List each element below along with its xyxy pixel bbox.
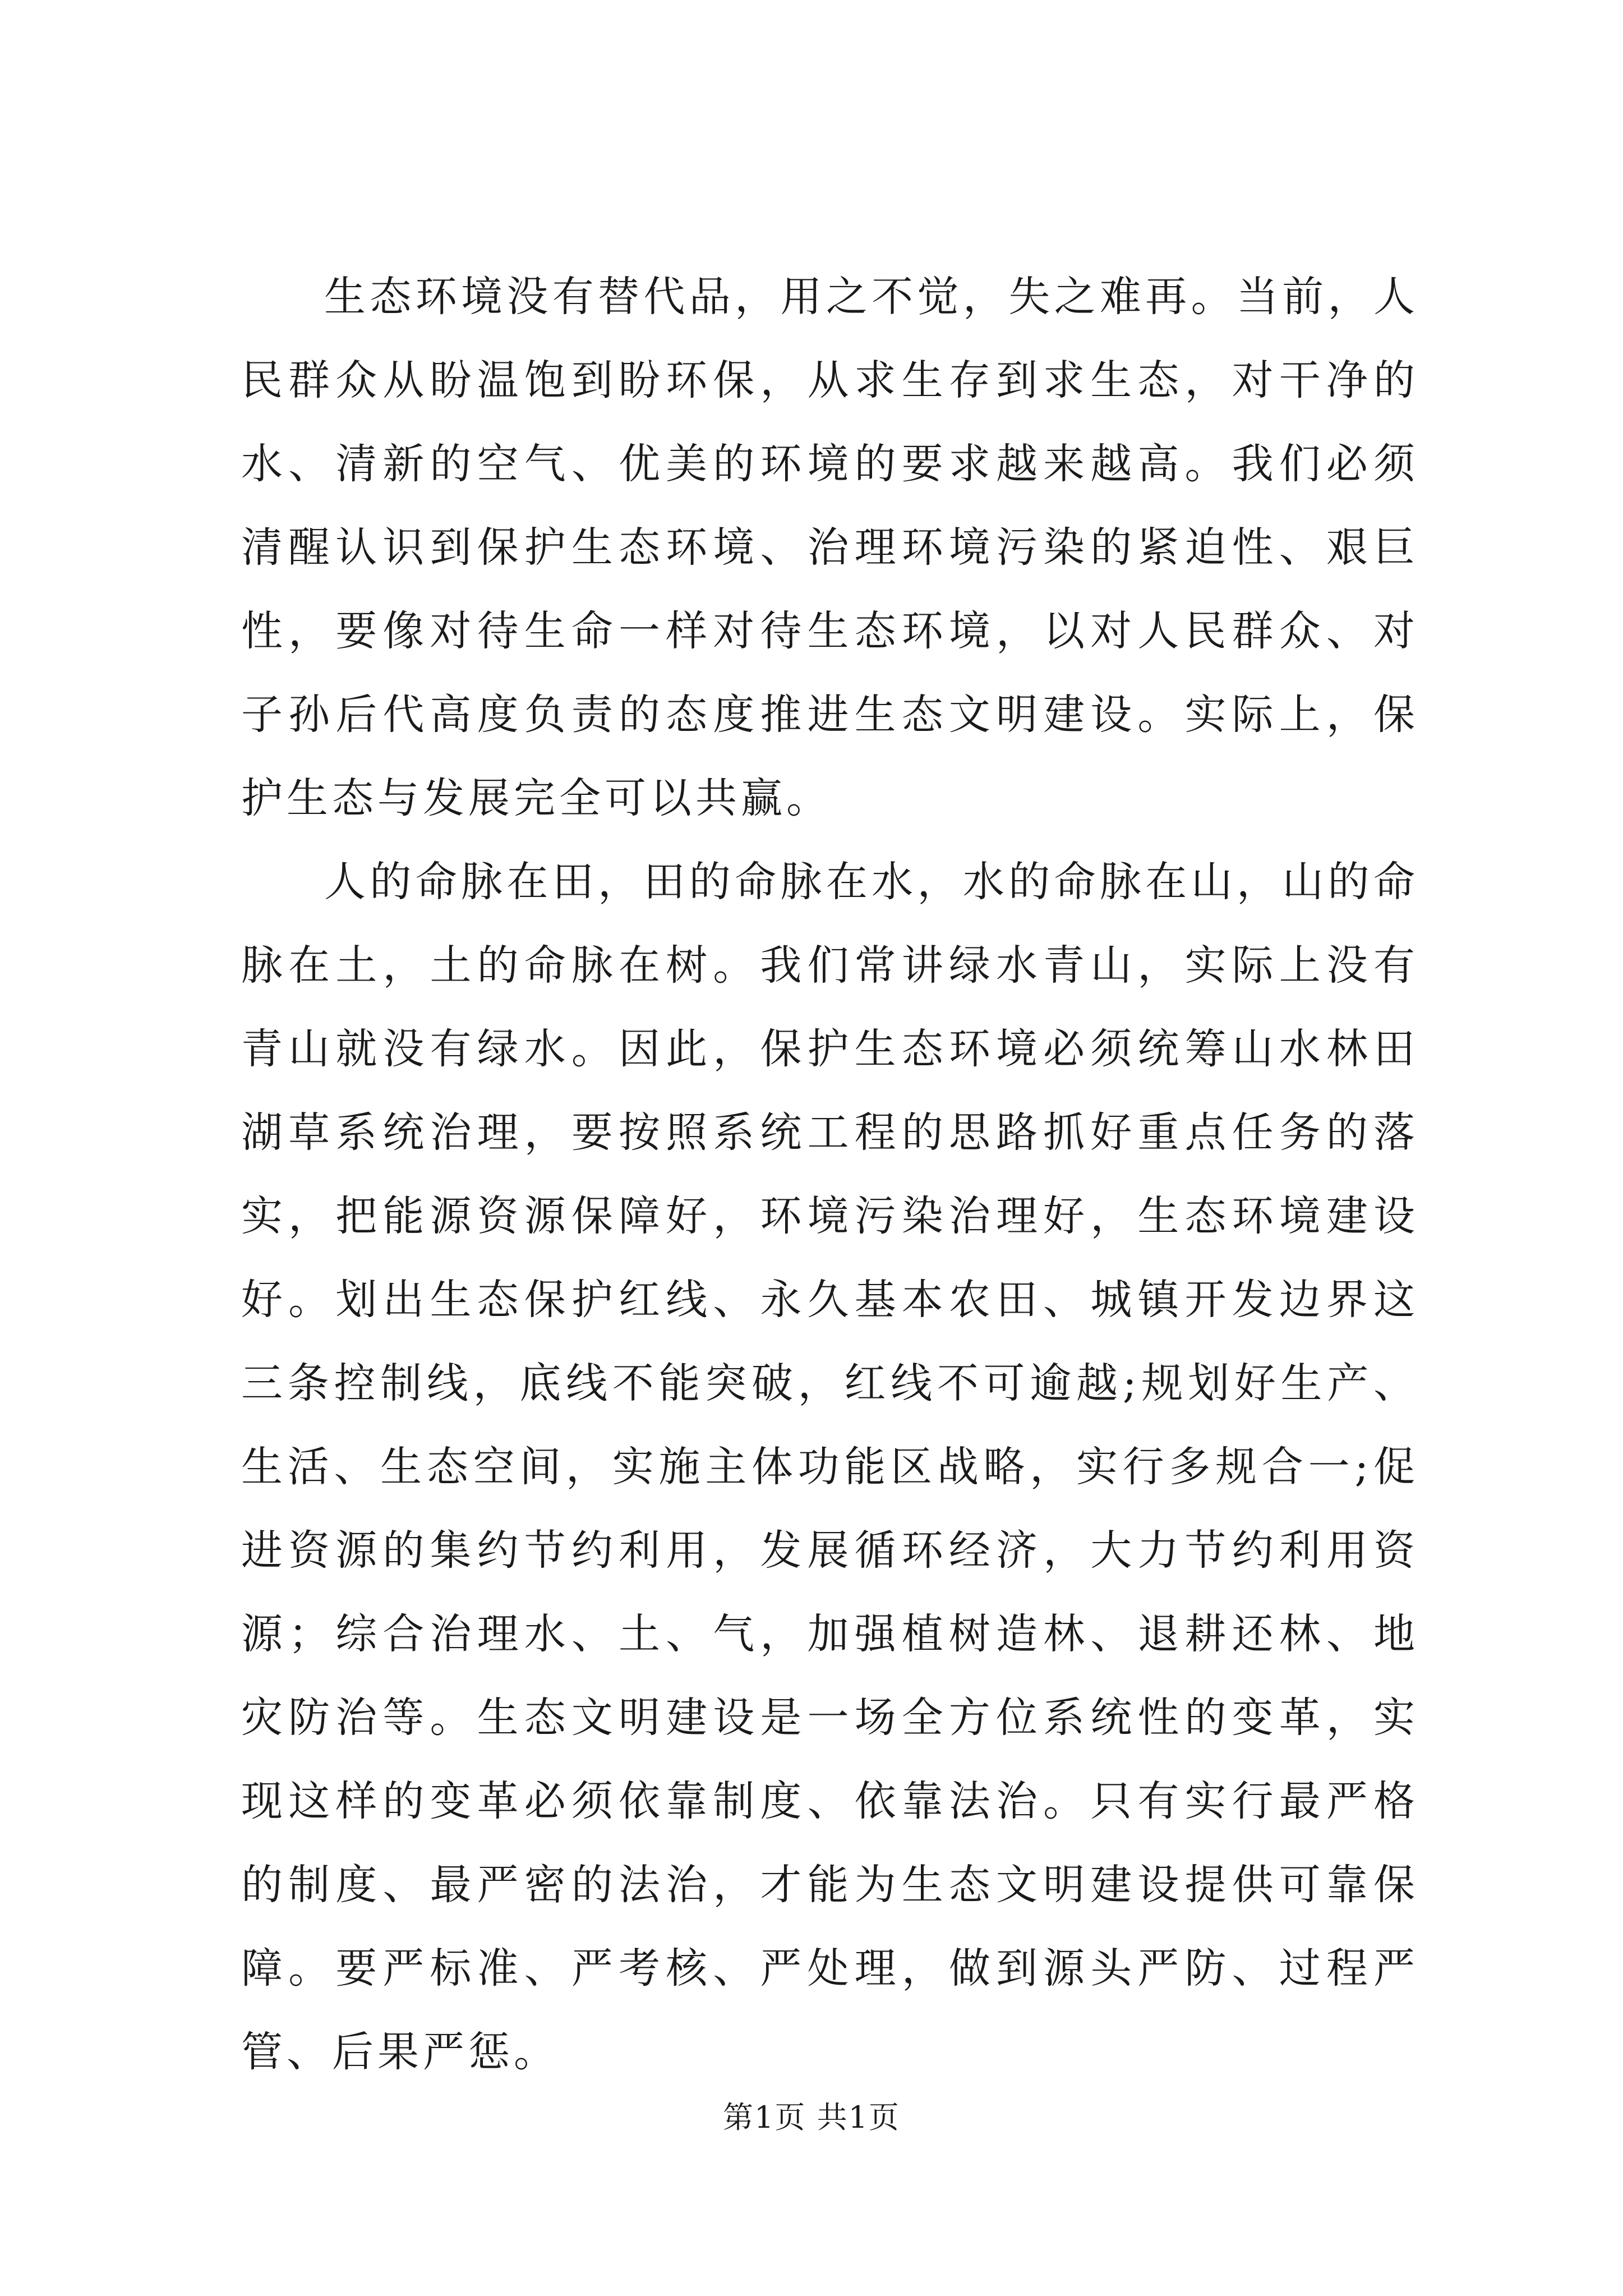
document-body (241, 255, 1419, 2094)
paragraph-2: 人的命脉在田，田的命脉在水，水的命脉在山，山的命脉在土，土的命脉在树。我们常讲绿水青山，实际上没有青山就没有绿水。因此，保护生态环境必须统筹山水林田湖草系统治理，要按照系统工程的思路抓好重点任务的落实，把能源资源保障好，环境污染治理好，生态环境建设好。划出生态保护红线、永久基本农田、城镇开发边界这三条控制线，底线不能突破，红线不可逾越;规划好生产、生活、生态空间，实施主体功能区战略，实行多规合一;促进资源的集约节约利用，发展循环经济，大力节约利用资源；综合治理水、土、气，加强植树造林、退耕还林、地灾防治等。生态文明建设是一场全方位系统性的变革，实现这样的变革必须依靠制度、依靠法治。只有实行最严格的制度、最严密的法治，才能为生态文明建设提供可靠保障。要严标准、严考核、严处理，做到源头严防、过程严管、后果严惩。 (241, 858, 1419, 2076)
paragraph-1: 生态环境没有替代品，用之不觉，失之难再。当前，人民群众从盼温饱到盼环保，从求生存到求生态，对干净的水、清新的空气、优美的环境的要求越来越高。我们必须清醒认识到保护生态环境、治理环境污染的紧迫性、艰巨性，要像对待生命一样对待生态环境，以对人民群众、对子孙后代高度负责的态度推进生态文明建设。实际上，保护生态与发展完全可以共赢。 (241, 273, 1419, 822)
page-footer: 第1页 共1页 (723, 2100, 900, 2135)
